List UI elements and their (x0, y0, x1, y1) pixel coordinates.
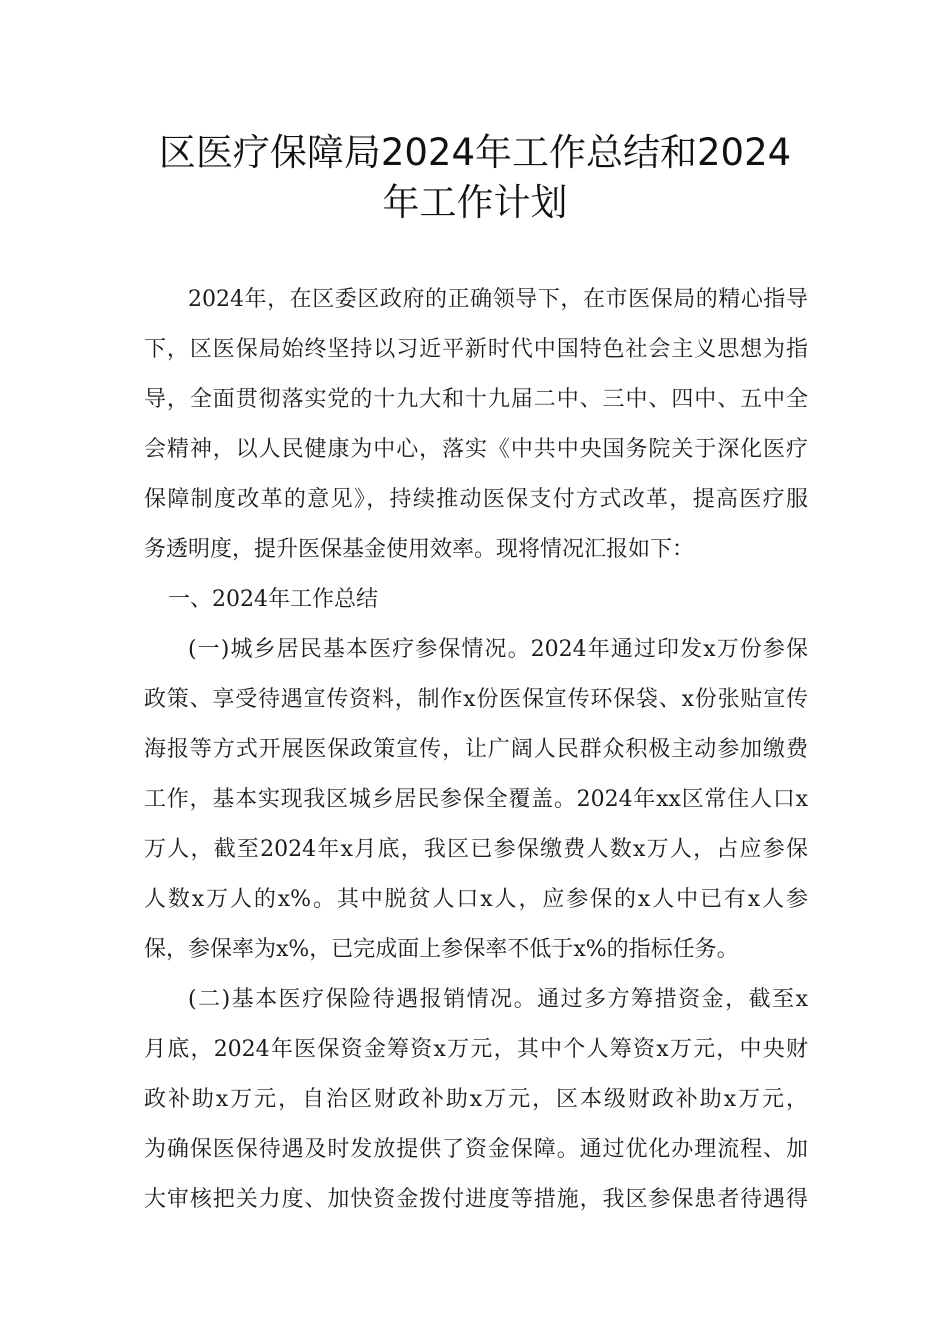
item2-line: 月底，2024年医保资金筹资x万元，其中个人筹资x万元，中央财 (144, 1037, 808, 1062)
intro-line: 务透明度，提升医保基金使用效率。现将情况汇报如下： (144, 537, 695, 562)
item2-line: (二)基本医疗保险待遇报销情况。通过多方筹措资金，截至x (188, 987, 808, 1012)
item2-line: 为确保医保待遇及时发放提供了资金保障。通过优化办理流程、加 (144, 1137, 808, 1162)
item2-line: 政补助x万元，自治区财政补助x万元，区本级财政补助x万元， (144, 1087, 808, 1112)
item1-line: 万人，截至2024年x月底，我区已参保缴费人数x万人，占应参保 (144, 837, 808, 862)
document-title (140, 128, 810, 228)
intro-line: 会精神，以人民健康为中心，落实《中共中央国务院关于深化医疗 (144, 437, 808, 462)
item1-line: 政策、享受待遇宣传资料，制作x份医保宣传环保袋、x份张贴宣传 (144, 687, 808, 712)
intro-line: 导，全面贯彻落实党的十九大和十九届二中、三中、四中、五中全 (144, 387, 808, 412)
item1-line: 保，参保率为x%，已完成面上参保率不低于x%的指标任务。 (144, 937, 739, 962)
section-heading: 一、2024年工作总结 (168, 587, 378, 612)
title-line: 年工作计划 (382, 181, 568, 224)
intro-line: 保障制度改革的意见》，持续推动医保支付方式改革，提高医疗服 (144, 487, 808, 512)
title-line: 区医疗保障局2024年工作总结和2024 (158, 131, 792, 174)
item1-line: 工作，基本实现我区城乡居民参保全覆盖。2024年xx区常住人口x (144, 787, 808, 812)
item2-line: 大审核把关力度、加快资金拨付进度等措施，我区参保患者待遇得 (144, 1187, 808, 1212)
intro-line: 2024年，在区委区政府的正确领导下，在市医保局的精心指导 (188, 287, 808, 312)
intro-line: 下，区医保局始终坚持以习近平新时代中国特色社会主义思想为指 (144, 337, 808, 362)
item1-line: 人数x万人的x%。其中脱贫人口x人，应参保的x人中已有x人参 (144, 887, 808, 912)
item1-line: 海报等方式开展医保政策宣传，让广阔人民群众积极主动参加缴费 (144, 737, 808, 762)
item1-line: (一)城乡居民基本医疗参保情况。2024年通过印发x万份参保 (188, 637, 808, 662)
